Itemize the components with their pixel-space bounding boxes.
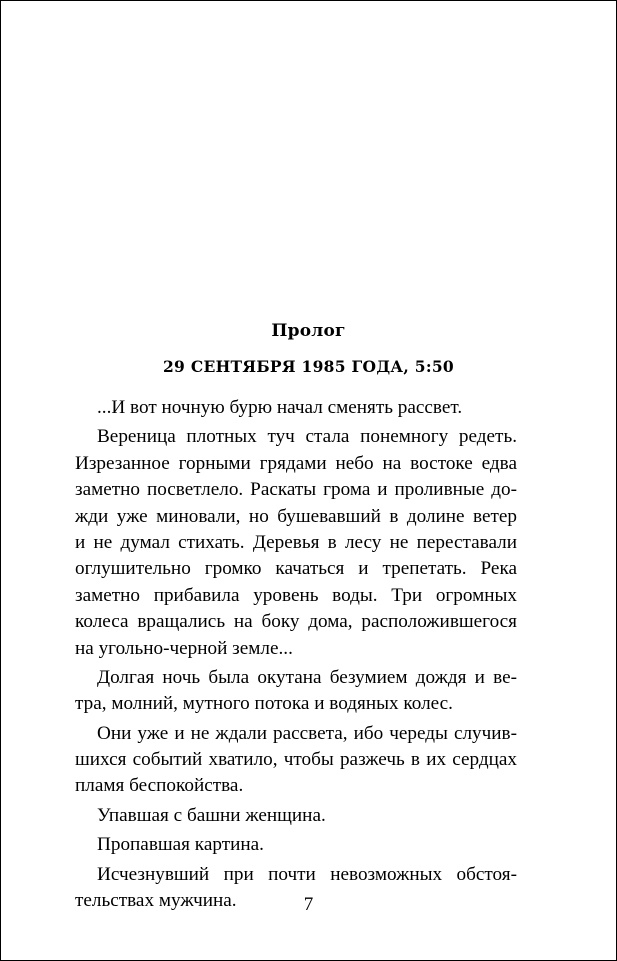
text-line: на угольно-черной земле... bbox=[75, 637, 293, 659]
text-line: Они уже и не ждали рассвета, ибо череды случив- bbox=[97, 722, 517, 744]
text-line: заметно прибавила уровень воды. Три огромных bbox=[75, 584, 517, 606]
text-line: Вереница плотных туч стала понемногу редеть. bbox=[97, 426, 517, 448]
text-line: оглушительно громко качаться и трепетать. Река bbox=[75, 558, 517, 580]
text-line: Исчезнувший при почти невозможных обстоя- bbox=[97, 863, 517, 885]
paragraph-5 bbox=[75, 803, 517, 829]
text-line: тельствах мужчина. bbox=[75, 890, 237, 912]
text-line: тра, молний, мутного потока и водяных колес. bbox=[75, 693, 453, 715]
text-line: Изрезанное горными грядами небо на востоке едва bbox=[75, 452, 517, 474]
text-line: колеса вращались на боку дома, расположившегося bbox=[75, 611, 517, 633]
paragraph-1 bbox=[75, 395, 517, 421]
paragraph-6 bbox=[75, 832, 517, 858]
text-line: Упавшая с башни женщина. bbox=[97, 804, 326, 826]
text-line: жди уже миновали, но бушевавший в долине ветер bbox=[75, 505, 517, 527]
page-number: 7 bbox=[303, 894, 314, 915]
text-line: заметно посветлело. Раскаты грома и проливные до- bbox=[75, 479, 517, 501]
text-line: Пропавшая картина. bbox=[97, 834, 264, 856]
paragraph-2 bbox=[75, 424, 517, 662]
text-line: пламя беспокойства. bbox=[75, 775, 244, 797]
text-line: Долгая ночь была окутана безумием дождя и ве- bbox=[97, 666, 517, 688]
chapter-date-line: 29 СЕНТЯБРЯ 1985 ГОДА, 5:50 bbox=[162, 357, 455, 376]
text-line: шихся событий хватило, чтобы разжечь в их сердцах bbox=[75, 749, 517, 771]
paragraph-4 bbox=[75, 721, 517, 800]
text-line: ...И вот ночную бурю начал сменять рассвет. bbox=[97, 397, 463, 418]
chapter-title: Пролог bbox=[271, 321, 346, 341]
paragraph-3 bbox=[75, 665, 517, 718]
text-line: и не думал стихать. Деревья в лесу не переставали bbox=[75, 531, 517, 553]
body-text bbox=[75, 395, 517, 914]
